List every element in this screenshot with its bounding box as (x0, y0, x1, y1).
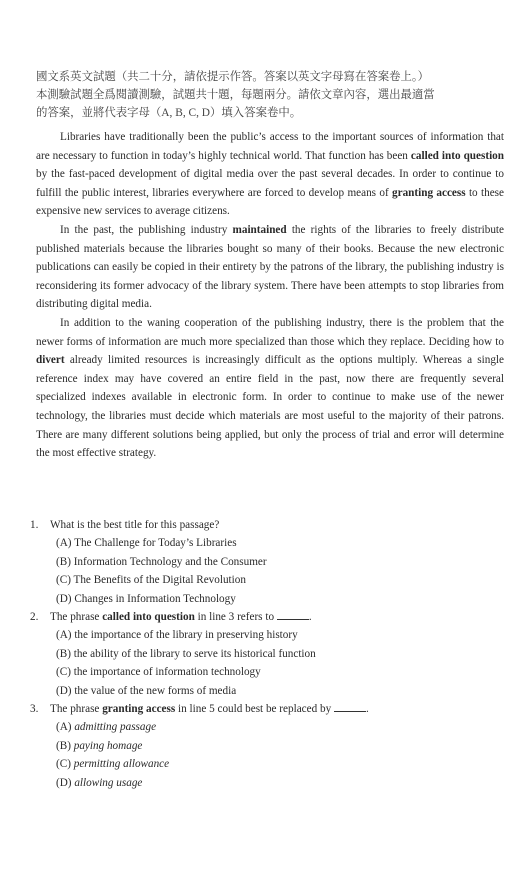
question-text: What is the best title for this passage? (50, 519, 220, 531)
passage-text: the rights of the libraries to freely distribute published materials because the libraries bought so many of their books. Because the new electronic publications can easily be copied in their entirety by the patrons of the library, the publishing industry is reconsidering its former advocacy of the library system. There have been attempts to stop libraries from distributing digital media. (36, 223, 504, 311)
exam-instructions (36, 68, 496, 122)
answer-option[interactable]: (C) The Benefits of the Digital Revolution (56, 574, 246, 587)
bold-phrase: maintained (232, 223, 287, 236)
option-text: paying homage (73, 739, 143, 752)
question-number: 2. (30, 611, 39, 624)
answer-options (56, 534, 500, 608)
passage-text: to these expensive new services to average citizens. (36, 186, 504, 218)
answer-option[interactable]: (C) the importance of information technology (56, 666, 261, 679)
question-1 (30, 516, 500, 608)
option-text: admitting passage (74, 721, 157, 734)
option-letter: (D) (56, 776, 72, 789)
answer-option[interactable] (56, 718, 500, 736)
question-text: . (308, 611, 312, 624)
question-number: 3. (30, 703, 39, 716)
bold-phrase: granting access (392, 186, 466, 199)
question-stem (30, 516, 500, 534)
answer-blank (277, 609, 309, 620)
reading-passage (36, 128, 504, 463)
passage-text: In addition to the waning cooperation of the publishing industry, there is the problem that the newer forms of information are much more specialized than those which they replace. Deciding how to (36, 316, 504, 348)
instruction-line-3: 的答案，並將代表字母（A, B, C, D）填入答案卷中。 (36, 107, 302, 119)
answer-options (56, 718, 500, 792)
question-text: in line 3 refers to (194, 611, 275, 624)
option-text: permitting allowance (73, 758, 170, 771)
question-text: . (365, 703, 369, 716)
answer-options (56, 626, 500, 700)
option-letter: (C) (56, 758, 71, 771)
question-text: The phrase (50, 703, 103, 716)
answer-option[interactable] (56, 737, 500, 755)
passage-paragraph-2 (36, 221, 504, 314)
answer-option[interactable]: (A) the importance of the library in preserving history (56, 629, 298, 642)
passage-paragraph-1 (36, 128, 504, 221)
question-number: 1. (30, 519, 39, 531)
answer-blank (334, 701, 366, 712)
answer-option[interactable] (56, 755, 500, 773)
bold-phrase: called into question (410, 149, 504, 162)
bold-phrase: called into question (102, 611, 195, 624)
passage-text: Libraries have traditionally been the public’s access to the important sources of information that are necessary to function in today’s highly technical world. That function has been (36, 131, 504, 162)
instruction-line-1: 國文系英文試題（共二十分，請依提示作答。答案以英文字母寫在答案卷上。） (36, 71, 429, 83)
passage-text: already limited resources is increasingly difficult as the options multiply. Whereas a single reference index may have covered an entire field in the past, now there are frequently several specialized indexes available in electronic form. In order to continue to make use of the newer technology, the libraries must decide which materials are most useful to the majority of their patrons. There are many different solutions being applied, but only the process of trial and error will determine the most effective strategy. (36, 354, 504, 460)
question-text: in line 5 could best be replaced by (175, 703, 332, 716)
passage-text: by the fast-paced development of digital media over the past several decades. In order to continue to fulfill the public interest, libraries everywhere are forced to develop means of (36, 168, 504, 199)
bold-phrase: granting access (102, 703, 176, 716)
passage-paragraph-3 (36, 314, 504, 463)
option-letter: (A) (56, 721, 72, 734)
answer-option[interactable]: (B) Information Technology and the Consumer (56, 555, 267, 568)
answer-option[interactable]: (D) the value of the new forms of media (56, 684, 237, 697)
question-2 (30, 608, 500, 700)
answer-option[interactable]: (D) Changes in Information Technology (56, 592, 236, 605)
question-3 (30, 700, 500, 792)
question-stem (30, 700, 500, 718)
answer-option[interactable]: (B) the ability of the library to serve its historical function (56, 647, 316, 660)
bold-phrase: divert (36, 354, 65, 367)
answer-option[interactable] (56, 774, 500, 792)
option-text: allowing usage (74, 776, 143, 789)
question-list (30, 516, 500, 792)
question-stem (30, 608, 500, 626)
passage-text: In the past, the publishing industry (60, 223, 233, 236)
answer-option[interactable]: (A) The Challenge for Today’s Libraries (56, 537, 237, 550)
question-text: The phrase (50, 611, 103, 624)
option-letter: (B) (56, 739, 71, 752)
instruction-line-2: 本測驗試題全爲閱讀測驗，試題共十題，每題兩分。請依文章內容，選出最適當 (36, 89, 435, 101)
